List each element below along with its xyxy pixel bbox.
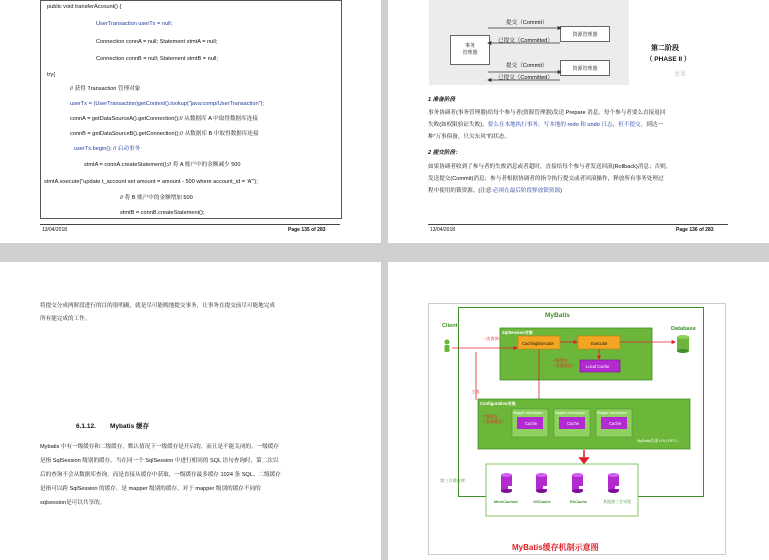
heading-title: Mybatis 缓存 — [110, 423, 150, 430]
resource-manager-box: 资源管理器 — [560, 26, 610, 42]
page-135 — [0, 0, 381, 243]
code-line: try{ — [47, 72, 56, 78]
client-icon — [445, 340, 450, 353]
code-line: // 获得 Transaction 管理对象 — [70, 86, 141, 92]
local-cache-label: Local Cache — [586, 364, 610, 369]
level1-cache-label: 一级缓存 （本地缓存） — [551, 358, 577, 368]
figure-caption: MyBatis缓存机制示意图 — [512, 543, 599, 552]
mapper-namespace-label: Mapper namespace — [597, 411, 627, 415]
cylinder-label: MemCached — [494, 499, 518, 504]
heading-number: 6.1.12. — [76, 423, 96, 430]
code-block — [40, 0, 342, 219]
footer-rule — [428, 224, 728, 225]
footer-page-number: Page 135 of 283 — [288, 227, 326, 233]
caching-executor-label: CachingExecutor — [522, 341, 554, 346]
cylinder-label: EhCache — [570, 499, 588, 504]
paragraph-line: 所有能完成的工作。 — [40, 316, 91, 322]
code-line: Connection connA = null; Statement stmtA = null; — [96, 39, 218, 45]
paragraph-line: 是指 SqlSession 级别的缓存，当在同一个 SqlSession 中进行相同的 SQL 语句查询时，第二次以 — [40, 458, 279, 464]
page-136 — [388, 0, 769, 243]
paragraph-line: 如果协调者收到了参与者的失败消息或者超时，直接给每个参与者发送回滚(Rollback)消息；否则, — [428, 164, 668, 170]
paragraph-line: 将提交分成两阶段进行的目的很明确，就是尽可能晚地提交事务，让事务在提交前尽可能地完成 — [40, 303, 275, 309]
paragraph-line: Mybatis 中有一级缓存和二级缓存，默认情况下一级缓存是开启的，而且是不能关闭的。一级缓存 — [40, 444, 279, 450]
cache-label: Cache — [525, 421, 538, 426]
cylinder-label: OSCache — [533, 499, 551, 504]
text-run: 程中使用的锁资源。(注意: — [428, 188, 493, 194]
mapper-namespace-label: Mapper namespace — [555, 411, 585, 415]
cylinder-label: 其他第三方实现 — [603, 499, 631, 504]
paragraph-line: 后的查询不会从数据库查询，而是直接从缓存中获取，一级缓存最多缓存 1024 条 SQL。二级缓存 — [40, 472, 281, 478]
commit-label: 提交（Commit） — [506, 20, 548, 26]
section-heading: 2 提交阶段： — [428, 150, 461, 156]
two-phase-arrows — [388, 0, 769, 100]
paragraph-line: 种“万事俱备，只欠东风”的状态。 — [428, 134, 511, 140]
paragraph-line: sqlsession是可以共享的。 — [40, 500, 106, 506]
paragraph-line: 是指可以跨 SqlSession 的缓存。是 mapper 级别的缓存，对于 mapper 级别的缓存不同的 — [40, 486, 261, 492]
mapper-namespace-label: Mapper namespace — [513, 411, 543, 415]
page-137 — [0, 262, 381, 560]
database-label: Database — [671, 326, 696, 332]
code-line: connB = getDataSourceB().getConnection();// 从数据库 B 中取得数据库连接 — [70, 131, 259, 137]
code-line: stmtA.execute("update t_account set amount = amount - 500 where account_id = 'A'"); — [44, 179, 258, 185]
level2-cache-label: 二级缓存 （全局缓存） — [481, 414, 507, 424]
footer-page-number: Page 136 of 283 — [676, 227, 714, 233]
sqlsession-label: SqlSession对象 — [502, 330, 533, 335]
text-run: 到达一 — [646, 122, 663, 128]
code-line: UserTransaction userTx = null; — [96, 21, 173, 27]
highlighted-text: 要么在本地执行事务，写本地的 redo 和 undo 日志，但不提交， — [487, 122, 647, 128]
client-label: Client — [442, 323, 458, 329]
text-run: ) — [560, 188, 562, 194]
section-heading: 1 准备阶段 — [428, 97, 456, 103]
paragraph-line: 发送提交(Commit)消息；参与者根据协调者的指令执行提交或者回滚操作，释放所有事务处理过 — [428, 176, 664, 182]
phase-subtitle: （ PHASE II ） — [646, 56, 691, 63]
commit-label: 提交（Commit） — [506, 63, 548, 69]
footer-date: 13/04/2018 — [430, 227, 456, 233]
paragraph-line — [428, 122, 663, 129]
cache-label: Cache — [567, 421, 580, 426]
code-line: public void transferAccount() { — [47, 4, 122, 10]
code-line: stmtB = connB.createStatement(); — [120, 210, 205, 216]
executor-label: Executor — [591, 341, 608, 346]
committed-label: 已提交（Committed） — [498, 75, 554, 81]
code-line: stmtA = connA.createStatement();// 将 A 账户中的金额减少 500 — [84, 162, 241, 168]
committed-label: 已提交（Committed） — [498, 38, 554, 44]
database-icon — [677, 335, 689, 353]
paragraph-line — [428, 188, 562, 195]
first-query-label: 一次查询 — [482, 336, 499, 341]
highlighted-text: 必须在最后阶段释放锁资源 — [492, 188, 561, 194]
cache-label: Cache — [609, 421, 622, 426]
code-line: // 将 B 账户中的金额增加 500 — [120, 195, 193, 201]
resource-manager-box: 资源管理器 — [560, 60, 610, 76]
text-run: 失败(如权限验证失败)， — [428, 122, 488, 128]
watermark: 龙果 — [674, 72, 687, 78]
footer-rule — [40, 224, 340, 225]
transaction-manager-box: 事务 管理器 — [450, 35, 490, 65]
mybatis-title: MyBatis — [545, 312, 570, 319]
code-line: Connection connB = null; Statement stmtB = null; — [96, 56, 218, 62]
paragraph-line: 事务协调者(事务管理器)给每个参与者(资源管理器)发送 Prepare 消息，每个参与者要么直接返回 — [428, 110, 666, 116]
page-138 — [388, 262, 769, 560]
code-line: connA = getDataSourceA().getConnection();// 从数据库 A 中取得数据库连接 — [70, 116, 258, 122]
main-line-label: 主线 — [471, 389, 480, 394]
footer-date: 13/04/2018 — [42, 227, 68, 233]
configuration-label: Configuration对象 — [480, 401, 516, 406]
phase-title: 第二阶段 — [651, 45, 679, 52]
code-line: userTx = (UserTransaction)getContext().lookup("java:comp/UserTransaction"); — [70, 101, 264, 107]
code-line: userTx.begin(); // 启动事务 — [74, 146, 141, 152]
lru-label: MyBatis实现 LRU,FIFO... — [637, 439, 680, 443]
third-party-label: 第三方缓存库 — [440, 478, 466, 483]
